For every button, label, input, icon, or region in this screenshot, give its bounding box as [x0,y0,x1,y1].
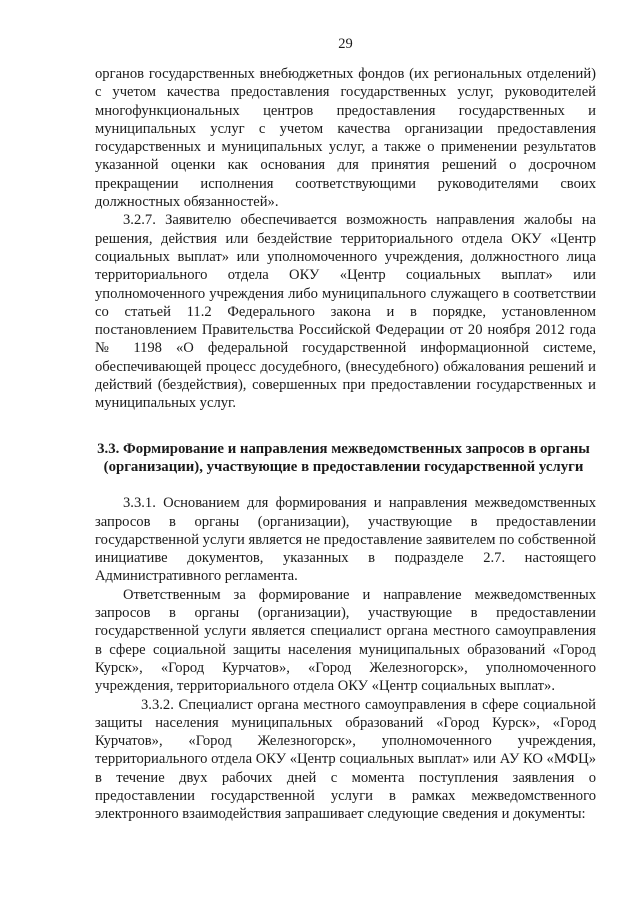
paragraph-continuation: органов государственных внебюджетных фондов (их региональных отделений) с учетом качества предоставления государственных услуг, руководителей многофункциональных центров предоставления государственных и муниципальных услуг с учетом качества организации предоставления государственных и муниципальных услуг, а также о применении результатов указанной оценки как основания для принятия решений о досрочном прекращении исполнения соответствующими руководителями своих должностных обязанностей». [95,66,596,211]
page-number: 29 [338,36,353,52]
paragraph-responsible: Ответственным за формирование и направление межведомственных запросов в органы (организации), участвующие в предоставлении государственной услуги является специалист органа местного самоуправления в сфере социальной защиты населения муниципальных образований «Город Курск», «Город Курчатов», «Город Железногорск», уполномоченного учреждения, территориального отдела ОКУ «Центр социальных выплат». [95,586,596,695]
section-heading-3-3: 3.3. Формирование и направления межведомственных запросов в органы (организации), участвующие в предоставлении государственной услуги [97,440,590,475]
paragraph-3-2-7: 3.2.7. Заявителю обеспечивается возможность направления жалобы на решения, действия или бездействие территориального отдела ОКУ «Центр социальных выплат» или уполномоченного учреждения, должностного лица территориального отдела ОКУ «Центр социальных выплат» или уполномоченного учреждения либо муниципального служащего в соответствии со статьей 11.2 Федерального закона и в порядке, установленном постановлением Правительства Российской Федерации от 20 ноября 2012 года № 1198 «О федеральной государственной информационной системе, обеспечивающей процесс досудебного, (внесудебного) обжалования решений и действий (бездействия), совершенных при предоставлении государственных и муниципальных услуг. [95,212,596,412]
paragraph-3-3-2: 3.3.2. Специалист органа местного самоуправления в сфере социальной защиты населения муниципальных образований «Город Курск», «Город Курчатов», «Город Железногорск», уполномоченного учреждения, территориального отдела ОКУ «Центр социальных выплат» или АУ КО «МФЦ» в течение двух рабочих дней с момента поступления заявления о предоставлении государственной услуги в рамках межведомственного электронного взаимодействия запрашивает следующие сведения и документы: [95,696,596,823]
paragraph-3-3-1: 3.3.1. Основанием для формирования и направления межведомственных запросов в органы (организации), участвующие в предоставлении государственной услуги является не предоставление заявителем по собственной инициативе документов, указанных в подразделе 2.7. настоящего Административного регламента. [95,495,596,585]
